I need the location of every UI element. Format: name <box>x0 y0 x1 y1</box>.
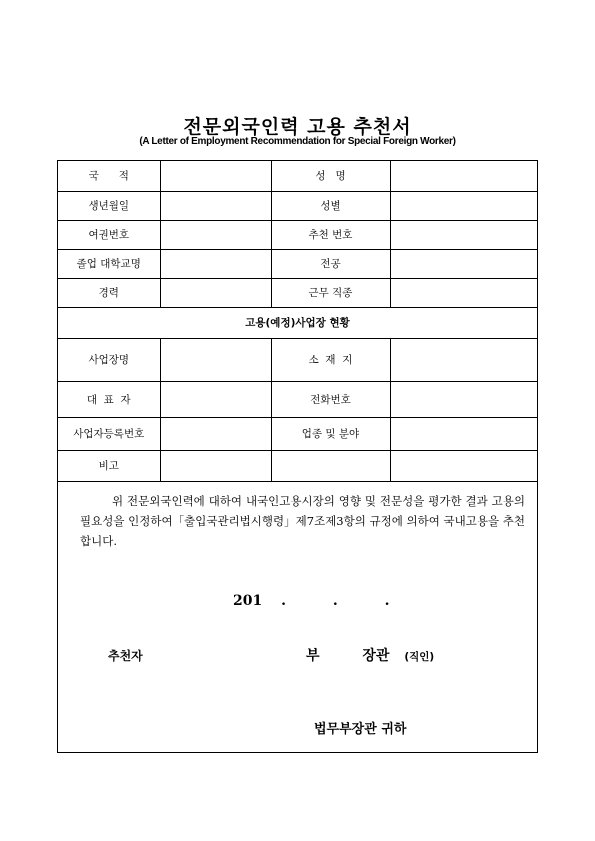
location-label: 소 재 지 <box>271 338 390 381</box>
recommendation-form <box>57 160 538 753</box>
phone-field[interactable] <box>390 381 537 417</box>
date-year[interactable]: 201 <box>233 593 263 609</box>
table-row <box>58 307 537 338</box>
table-row <box>58 417 537 450</box>
birthdate-field[interactable] <box>160 191 271 220</box>
document-title: 전문외국인력 고용 추천서 <box>183 116 412 138</box>
table-row <box>58 191 537 220</box>
date-line <box>233 593 389 609</box>
industry-field[interactable] <box>390 417 537 450</box>
business-registration-field[interactable] <box>160 417 271 450</box>
table-row <box>58 249 537 278</box>
ministry-prefix: 부 <box>306 648 320 664</box>
representative-label: 대 표 자 <box>58 381 160 417</box>
gender-field[interactable] <box>390 191 537 220</box>
workplace-section-title: 고용(예정)사업장 현황 <box>58 307 537 338</box>
major-field[interactable] <box>390 249 537 278</box>
minister-line <box>306 645 434 665</box>
remarks-extra-field[interactable] <box>390 450 537 481</box>
phone-label: 전화번호 <box>271 381 390 417</box>
remarks-field[interactable] <box>160 450 271 481</box>
representative-field[interactable] <box>160 381 271 417</box>
industry-label: 업종 및 분야 <box>271 417 390 450</box>
info-table <box>58 161 537 482</box>
recommendation-statement: 위 전문외국인력에 대하여 내국인고용시장의 영향 및 전문성을 평가한 결과 고용의 필요성을 인정하여「출입국관리법시행령」제7조제3항의 규정에 의하여 국내고용을 추천합니다. <box>80 494 525 548</box>
date-separator: . <box>384 593 390 609</box>
workplace-name-field[interactable] <box>160 338 271 381</box>
minister-title: 장관 <box>362 648 390 664</box>
gender-label: 성별 <box>271 191 390 220</box>
name-field[interactable] <box>390 161 537 191</box>
table-row <box>58 381 537 417</box>
nationality-field[interactable] <box>160 161 271 191</box>
date-separator: . <box>281 593 286 609</box>
table-row <box>58 161 537 191</box>
career-label: 경력 <box>58 278 160 307</box>
nationality-label: 국 적 <box>58 161 160 191</box>
birthdate-label: 생년월일 <box>58 191 160 220</box>
university-label: 졸업 대학교명 <box>58 249 160 278</box>
addressee: 법무부장관 귀하 <box>314 722 407 737</box>
recommender-label: 추천자 <box>108 649 143 663</box>
table-row <box>58 338 537 381</box>
job-type-label: 근무 직종 <box>271 278 390 307</box>
table-row <box>58 220 537 249</box>
job-type-field[interactable] <box>390 278 537 307</box>
major-label: 전공 <box>271 249 390 278</box>
document-subtitle: (A Letter of Employment Recommendation for Special Foreign Worker) <box>139 136 456 147</box>
career-field[interactable] <box>160 278 271 307</box>
date-separator: . <box>332 593 338 609</box>
passport-number-field[interactable] <box>160 220 271 249</box>
location-field[interactable] <box>390 338 537 381</box>
remarks-extra-cell[interactable] <box>271 450 390 481</box>
workplace-name-label: 사업장명 <box>58 338 160 381</box>
official-seal-label: (직인) <box>404 651 435 663</box>
recommendation-number-field[interactable] <box>390 220 537 249</box>
name-label: 성 명 <box>271 161 390 191</box>
university-field[interactable] <box>160 249 271 278</box>
recommendation-number-label: 추천 번호 <box>271 220 390 249</box>
table-row <box>58 450 537 481</box>
table-row <box>58 278 537 307</box>
business-registration-label: 사업자등록번호 <box>58 417 160 450</box>
remarks-label: 비고 <box>58 450 160 481</box>
passport-number-label: 여권번호 <box>58 220 160 249</box>
